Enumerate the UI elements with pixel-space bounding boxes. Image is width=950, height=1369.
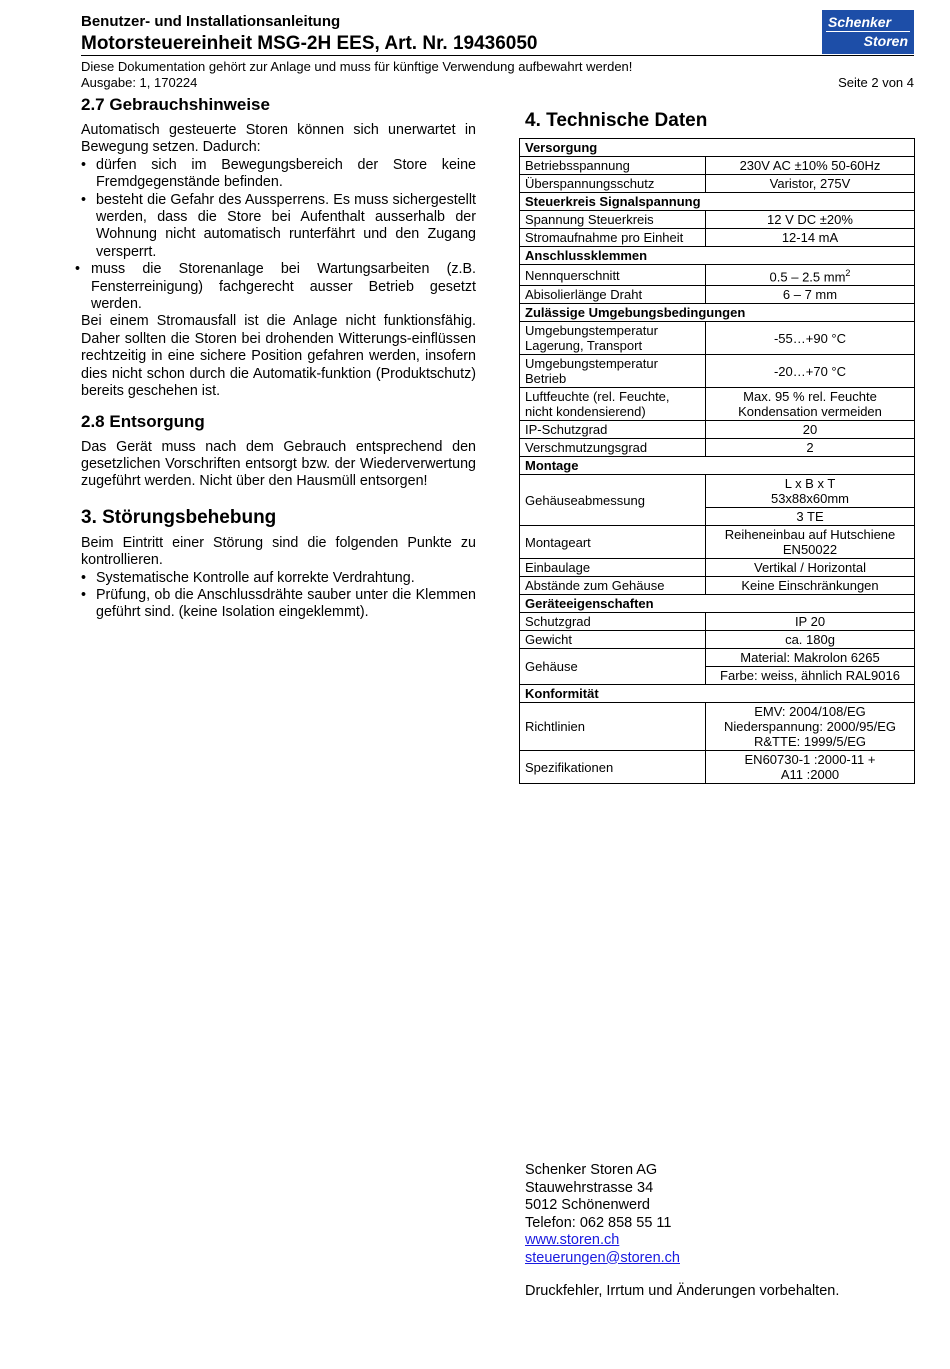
issue-number: Ausgabe: 1, 170224 — [81, 75, 198, 90]
table-row: Nennquerschnitt 0.5 – 2.5 $mm^2$ — [520, 265, 915, 286]
email-link[interactable]: steuerungen@storen.ch — [525, 1249, 680, 1266]
table-section-row: Montage — [520, 457, 915, 475]
list-item: • muss die Storenanlage bei Wartungsarbeiten (z.B. Fensterreinigung) fachgerecht ausser Betrieb gesetzt werden. — [75, 261, 476, 313]
company-logo — [822, 10, 914, 54]
table-row: Schutzgrad IP 20 — [520, 613, 915, 631]
section-heading-4: 4. Technische Daten — [525, 110, 708, 131]
phone: Telefon: 062 858 55 11 — [525, 1214, 672, 1231]
table-row: Betriebsspannung 230V AC ±10% 50-60Hz — [520, 157, 915, 175]
logo-text-line2: Storen — [863, 33, 908, 49]
company-address — [525, 1162, 680, 1267]
table-row: Umgebungstemperatur Betrieb -20…+70 °C — [520, 355, 915, 388]
table-section-row: Anschlussklemmen — [520, 247, 915, 265]
section-3-list — [81, 570, 476, 622]
table-row: Farbe: weiss, ähnlich RAL9016 — [520, 667, 915, 685]
table-row: Luftfeuchte (rel. Feuchte, nicht kondensierend) Max. 95 % rel. Feuchte Kondensation vermeiden — [520, 388, 915, 421]
table-row: Spezifikationen EN60730-1 :2000-11 + A11 :2000 — [520, 751, 915, 784]
table-row: IP-Schutzgrad 20 — [520, 421, 915, 439]
table-row: Spannung Steuerkreis 12 V DC ±20% — [520, 211, 915, 229]
section-heading-3: 3. Störungsbehebung — [81, 506, 277, 528]
table-row: Einbaulage Vertikal / Horizontal — [520, 559, 915, 577]
company-name: Schenker Storen AG — [525, 1162, 658, 1178]
table-section-row: Geräteeigenschaften — [520, 595, 915, 613]
technical-data-table — [519, 138, 915, 784]
section-heading-2-8: 2.8 Entsorgung — [81, 411, 205, 431]
section-2-7-intro: Automatisch gesteuerte Storen können sich unerwartet in Bewegung setzen. Dadurch: — [81, 122, 476, 156]
list-item: • besteht die Gefahr des Aussperrens. Es muss sichergestellt werden, dass die Store bei Aufenthalt ausserhalb der Wohnung nicht automatisch runterfährt und den Zugang versperrt. — [81, 192, 476, 262]
logo-text-line1: Schenker — [828, 14, 892, 30]
section-2-7-list — [81, 157, 476, 314]
table-row: 3 TE — [520, 508, 915, 526]
section-heading-2-7: 2.7 Gebrauchshinweise — [81, 95, 270, 114]
list-item: • dürfen sich im Bewegungsbereich der Store keine Fremdgegenstände befinden. — [81, 157, 476, 192]
table-row: Gehäuseabmessung L x B x T 53x88x60mm — [520, 475, 915, 508]
left-column — [81, 95, 476, 622]
table-row: Richtlinien EMV: 2004/108/EG Niederspannung: 2000/95/EG R&TTE: 1999/5/EG — [520, 703, 915, 751]
table-section-row: Konformität — [520, 685, 915, 703]
table-section-row: Zulässige Umgebungsbedingungen — [520, 304, 915, 322]
table-row: Gewicht ca. 180g — [520, 631, 915, 649]
table-row: Gehäuse Material: Makrolon 6265 — [520, 649, 915, 667]
table-row: Abstände zum Gehäuse Keine Einschränkungen — [520, 577, 915, 595]
disclaimer: Druckfehler, Irrtum und Änderungen vorbehalten. — [525, 1283, 840, 1299]
city: 5012 Schönenwerd — [525, 1197, 650, 1213]
table-row: Stromaufnahme pro Einheit 12-14 mA — [520, 229, 915, 247]
table-section-row: Steuerkreis Signalspannung — [520, 193, 915, 211]
website-link[interactable]: www.storen.ch — [525, 1232, 620, 1248]
section-2-8-text: Das Gerät muss nach dem Gebrauch entsprechend den gesetzlichen Vorschriften entsorgt bzw. der Wiederverwertung zugeführt werden. Nicht über den Hausmüll entsorgen! — [81, 438, 476, 490]
table-row: Umgebungstemperatur Lagerung, Transport -55…+90 °C — [520, 322, 915, 355]
table-row: Verschmutzungsgrad 2 — [520, 439, 915, 457]
street: Stauwehrstrasse 34 — [525, 1179, 654, 1196]
header-rule — [81, 55, 914, 56]
list-item: • Prüfung, ob die Anschlussdrähte sauber unter die Klemmen geführt sind. (keine Isolation eingeklemmt). — [81, 587, 476, 622]
list-item: • Systematische Kontrolle auf korrekte Verdrahtung. — [81, 570, 476, 587]
section-3-intro: Beim Eintritt einer Störung sind die folgenden Punkte zu kontrollieren. — [81, 534, 476, 569]
table-row: Abisolierlänge Draht 6 – 7 mm — [520, 286, 915, 304]
page-number: Seite 2 von 4 — [838, 75, 914, 90]
table-section-row: Versorgung — [520, 139, 915, 157]
section-2-7-outro: Bei einem Stromausfall ist die Anlage nicht funktionsfähig. Daher sollten die Storen bei drohenden Witterungs-einflüssen rechtzeitig in eine sichere Position gefahren werden, insofern dies nicht schon durch die Automatik-funktion (Produktschutz) bereits geschehen ist. — [81, 313, 476, 400]
document-type: Benutzer- und Installationsanleitung — [81, 13, 341, 30]
table-row: Montageart Reiheneinbau auf Hutschiene EN50022 — [520, 526, 915, 559]
header-note: Diese Dokumentation gehört zur Anlage und muss für künftige Verwendung aufbewahrt werden! — [81, 59, 633, 74]
document-title: Motorsteuereinheit MSG-2H EES, Art. Nr. 19436050 — [81, 33, 538, 54]
table-row: Überspannungsschutz Varistor, 275V — [520, 175, 915, 193]
